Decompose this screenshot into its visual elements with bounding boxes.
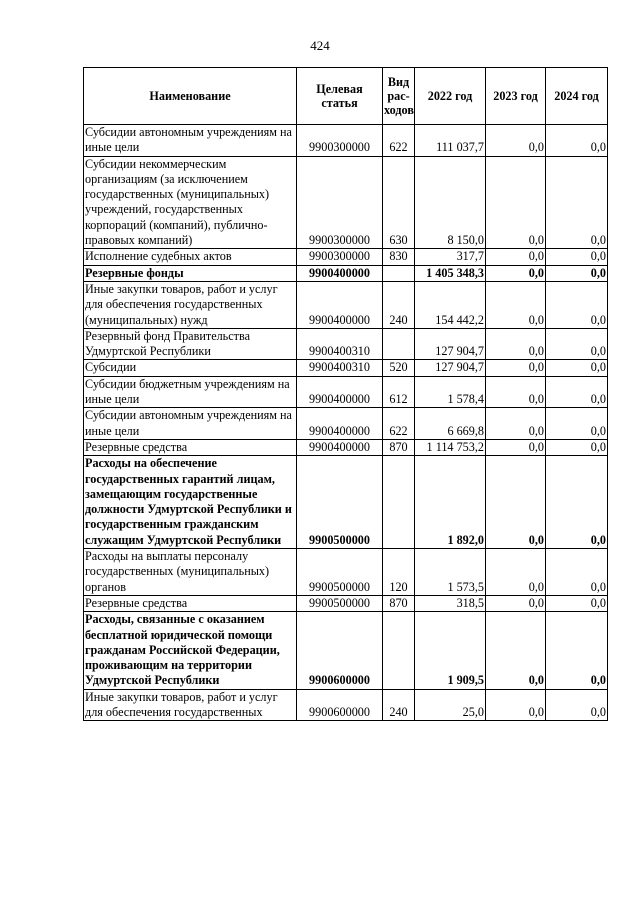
row-target-article: 9900500000 (297, 456, 383, 549)
row-value-2023: 0,0 (486, 439, 546, 455)
row-value-2022: 127 904,7 (415, 328, 486, 360)
row-value-2022: 1 114 753,2 (415, 439, 486, 455)
row-expense-type: 622 (383, 125, 415, 157)
row-target-article: 9900400000 (297, 439, 383, 455)
row-expense-type (383, 265, 415, 281)
row-value-2024: 0,0 (546, 360, 608, 376)
row-value-2024: 0,0 (546, 376, 608, 408)
row-value-2022: 127 904,7 (415, 360, 486, 376)
row-target-article: 9900600000 (297, 689, 383, 721)
table-row (84, 281, 608, 328)
row-expense-type: 120 (383, 549, 415, 596)
row-value-2024: 0,0 (546, 156, 608, 249)
row-expense-type: 240 (383, 689, 415, 721)
row-expense-type: 870 (383, 439, 415, 455)
row-name: Субсидии автономным учреждениям на иные цели (84, 408, 297, 440)
row-value-2024: 0,0 (546, 125, 608, 157)
row-value-2023: 0,0 (486, 376, 546, 408)
row-name: Резервные фонды (84, 265, 297, 281)
table-row (84, 360, 608, 376)
page-number: 424 (310, 38, 330, 53)
row-target-article: 9900600000 (297, 612, 383, 689)
row-value-2023: 0,0 (486, 595, 546, 611)
table-row (84, 249, 608, 265)
row-target-article: 9900500000 (297, 595, 383, 611)
table-row (84, 689, 608, 721)
row-name: Субсидии некоммерческим организациям (за исключением государственных (муниципальных) учреждений, государственных корпораций (компаний), публично-правовых компаний) (84, 156, 297, 249)
row-expense-type: 612 (383, 376, 415, 408)
row-name: Расходы, связанные с оказанием бесплатной юридической помощи гражданам Российской Федерации, проживающим на территории Удмуртской Республики (84, 612, 297, 689)
row-value-2023: 0,0 (486, 125, 546, 157)
row-value-2024: 0,0 (546, 249, 608, 265)
table-row (84, 439, 608, 455)
row-value-2022: 6 669,8 (415, 408, 486, 440)
table-row (84, 328, 608, 360)
table-body (84, 125, 608, 721)
table-row (84, 612, 608, 689)
table-row (84, 549, 608, 596)
row-value-2022: 1 405 348,3 (415, 265, 486, 281)
row-value-2024: 0,0 (546, 265, 608, 281)
row-name: Резервный фонд Правительства Удмуртской Республики (84, 328, 297, 360)
row-name: Исполнение судебных актов (84, 249, 297, 265)
row-value-2022: 111 037,7 (415, 125, 486, 157)
row-name: Резервные средства (84, 595, 297, 611)
row-value-2023: 0,0 (486, 281, 546, 328)
budget-table (83, 67, 608, 721)
row-expense-type: 240 (383, 281, 415, 328)
header-2022: 2022 год (415, 68, 486, 125)
row-name: Субсидии автономным учреждениям на иные цели (84, 125, 297, 157)
row-value-2024: 0,0 (546, 439, 608, 455)
row-value-2023: 0,0 (486, 456, 546, 549)
row-value-2024: 0,0 (546, 408, 608, 440)
row-expense-type (383, 456, 415, 549)
row-target-article: 9900400000 (297, 265, 383, 281)
row-target-article: 9900400310 (297, 328, 383, 360)
row-target-article: 9900400000 (297, 281, 383, 328)
row-value-2022: 1 892,0 (415, 456, 486, 549)
row-value-2024: 0,0 (546, 328, 608, 360)
header-2023: 2023 год (486, 68, 546, 125)
table-row (84, 595, 608, 611)
header-target-article: Целевая статья (297, 68, 383, 125)
table-row (84, 376, 608, 408)
row-name: Расходы на выплаты персоналу государственных (муниципальных) органов (84, 549, 297, 596)
row-name: Резервные средства (84, 439, 297, 455)
row-value-2023: 0,0 (486, 156, 546, 249)
row-value-2023: 0,0 (486, 249, 546, 265)
table-row (84, 456, 608, 549)
row-expense-type (383, 612, 415, 689)
row-value-2022: 154 442,2 (415, 281, 486, 328)
row-value-2022: 318,5 (415, 595, 486, 611)
row-target-article: 9900400000 (297, 408, 383, 440)
row-target-article: 9900500000 (297, 549, 383, 596)
row-value-2022: 1 573,5 (415, 549, 486, 596)
row-expense-type: 630 (383, 156, 415, 249)
row-name: Субсидии бюджетным учреждениям на иные цели (84, 376, 297, 408)
row-value-2023: 0,0 (486, 328, 546, 360)
table-header-row (84, 68, 608, 125)
row-value-2024: 0,0 (546, 689, 608, 721)
row-target-article: 9900300000 (297, 156, 383, 249)
row-value-2023: 0,0 (486, 549, 546, 596)
row-name: Иные закупки товаров, работ и услуг для обеспечения государственных (84, 689, 297, 721)
table-row (84, 408, 608, 440)
row-value-2024: 0,0 (546, 456, 608, 549)
row-value-2024: 0,0 (546, 595, 608, 611)
table-row (84, 265, 608, 281)
row-value-2023: 0,0 (486, 408, 546, 440)
row-expense-type: 870 (383, 595, 415, 611)
row-value-2024: 0,0 (546, 281, 608, 328)
row-expense-type: 520 (383, 360, 415, 376)
row-value-2023: 0,0 (486, 265, 546, 281)
row-value-2022: 1 909,5 (415, 612, 486, 689)
row-target-article: 9900400000 (297, 376, 383, 408)
row-value-2024: 0,0 (546, 549, 608, 596)
row-expense-type: 830 (383, 249, 415, 265)
row-expense-type (383, 328, 415, 360)
row-value-2024: 0,0 (546, 612, 608, 689)
row-value-2022: 8 150,0 (415, 156, 486, 249)
row-value-2022: 317,7 (415, 249, 486, 265)
row-value-2023: 0,0 (486, 612, 546, 689)
table-row (84, 156, 608, 249)
row-name: Субсидии (84, 360, 297, 376)
row-name: Расходы на обеспечение государственных гарантий лицам, замещающим государственные должности Удмуртской Республики и государственным гражданским служащим Удмуртской Республики (84, 456, 297, 549)
row-expense-type: 622 (383, 408, 415, 440)
header-name: Наименование (84, 68, 297, 125)
row-value-2022: 1 578,4 (415, 376, 486, 408)
row-target-article: 9900300000 (297, 125, 383, 157)
row-value-2023: 0,0 (486, 689, 546, 721)
row-target-article: 9900400310 (297, 360, 383, 376)
row-value-2023: 0,0 (486, 360, 546, 376)
row-value-2022: 25,0 (415, 689, 486, 721)
header-expense-type: Вид рас-ходов (383, 68, 415, 125)
table-row (84, 125, 608, 157)
row-name: Иные закупки товаров, работ и услуг для обеспечения государственных (муниципальных) нужд (84, 281, 297, 328)
row-target-article: 9900300000 (297, 249, 383, 265)
header-2024: 2024 год (546, 68, 608, 125)
